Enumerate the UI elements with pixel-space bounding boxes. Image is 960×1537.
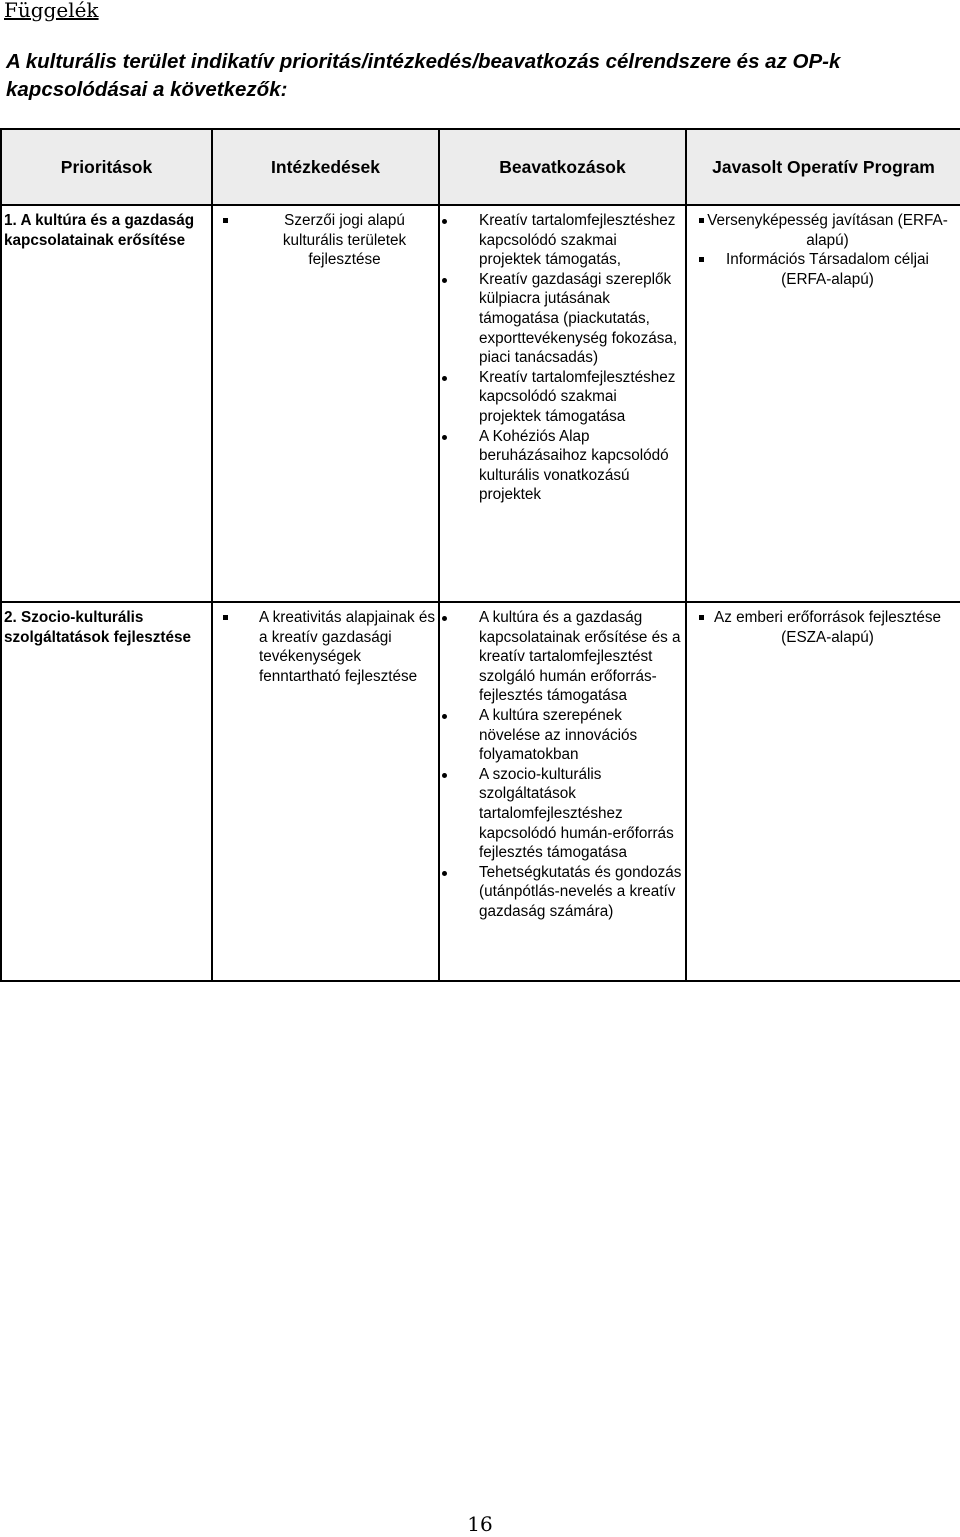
programs-list xyxy=(687,608,960,647)
programs-cell xyxy=(686,205,960,602)
list-item: Kreatív tartalomfejlesztéshez kapcsolódó szakmai projektek támogatása xyxy=(479,368,685,427)
list-item: A kreativitás alapjainak és a kreatív gazdasági tevékenységek fenntartható fejlesztése xyxy=(213,608,438,686)
table-row xyxy=(1,205,960,602)
interventions-cell xyxy=(439,205,686,602)
interventions-cell xyxy=(439,602,686,981)
appendix-heading: Függelék xyxy=(4,0,99,22)
list-item: Az emberi erőforrások fejlesztése (ESZA-alapú) xyxy=(687,608,960,647)
measures-cell xyxy=(212,602,439,981)
table-header-row xyxy=(1,129,960,205)
list-item: Kreatív gazdasági szereplők külpiacra jutásának támogatása (piackutatás, exporttevékenység fokozása, piaci tanácsadás) xyxy=(479,270,685,368)
programs-cell xyxy=(686,602,960,981)
header-operational-program: Javasolt Operatív Program xyxy=(686,129,960,205)
priority-cell: 2. Szocio-kulturális szolgáltatások fejlesztése xyxy=(1,602,212,981)
list-item: A Kohéziós Alap beruházásaihoz kapcsolódó kulturális vonatkozású projektek xyxy=(479,427,685,505)
measures-list xyxy=(213,211,438,270)
document-title: A kulturális terület indikatív prioritás/intézkedés/beavatkozás célrendszere és az OP-k kapcsolódásai a következők: xyxy=(6,50,841,101)
list-item: Tehetségkutatás és gondozás (utánpótlás-nevelés a kreatív gazdaság számára) xyxy=(479,863,685,922)
programs-list xyxy=(687,211,960,289)
header-interventions: Beavatkozások xyxy=(439,129,686,205)
list-item: Versenyképesség javításan (ERFA-alapú) xyxy=(687,211,960,250)
list-item: Kreatív tartalomfejlesztéshez kapcsolódó szakmai projektek támogatás, xyxy=(479,211,685,270)
header-measures: Intézkedések xyxy=(212,129,439,205)
priority-cell: 1. A kultúra és a gazdaság kapcsolatainak erősítése xyxy=(1,205,212,602)
measures-cell xyxy=(212,205,439,602)
list-item: A szocio-kulturális szolgáltatások tartalomfejlesztéshez kapcsolódó humán-erőforrás fejlesztés támogatása xyxy=(479,765,685,863)
priority-table xyxy=(0,128,960,982)
header-priorities: Prioritások xyxy=(1,129,212,205)
interventions-list xyxy=(479,211,685,505)
list-item: Információs Társadalom céljai (ERFA-alapú) xyxy=(687,250,960,289)
list-item: Szerzői jogi alapú kulturális területek fejlesztése xyxy=(213,211,438,270)
measures-list xyxy=(213,608,438,686)
list-item: A kultúra és a gazdaság kapcsolatainak erősítése és a kreatív tartalomfejlesztést szolgáló humán erőforrás-fejlesztés támogatása xyxy=(479,608,685,706)
table-row xyxy=(1,602,960,981)
interventions-list xyxy=(479,608,685,922)
list-item: A kultúra szerepének növelése az innovációs folyamatokban xyxy=(479,706,685,765)
page-number: 16 xyxy=(467,1512,493,1536)
